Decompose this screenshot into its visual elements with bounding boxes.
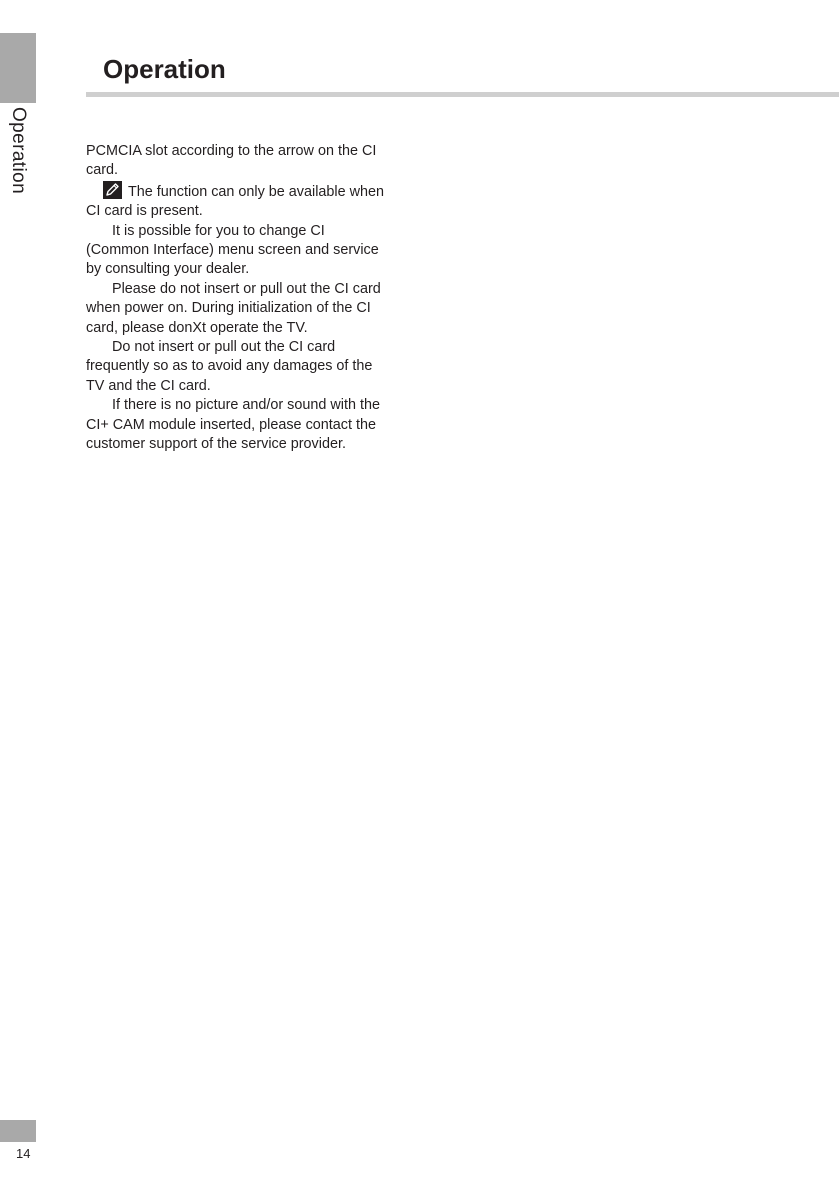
page-number: 14 [16, 1146, 31, 1161]
side-section-label: Operation [8, 107, 29, 195]
text-line: PCMCIA slot according to the arrow on the CI [86, 143, 377, 159]
text-line: card, please donXt operate the TV. [86, 319, 308, 336]
text-line: frequently so as to avoid any damages of the [86, 358, 373, 375]
footer-tab-marker [0, 1120, 36, 1142]
page-title: Operation [103, 54, 226, 84]
text-line: card. [86, 162, 118, 179]
text-line: If there is no picture and/or sound with the [112, 397, 380, 414]
text-line: Do not insert or pull out the CI card [112, 339, 336, 356]
pencil-note-icon [103, 181, 122, 199]
text-line: (Common Interface) menu screen and service [86, 242, 379, 259]
text-line: when power on. During initialization of the CI [86, 300, 371, 317]
text-line: The function can only be available when [128, 183, 385, 200]
text-line: CI+ CAM module inserted, please contact the [86, 416, 376, 433]
side-tab-marker [0, 33, 36, 103]
note-line [86, 181, 431, 202]
body-text [86, 142, 431, 455]
text-line: Please do not insert or pull out the CI card [112, 280, 381, 297]
text-line: customer support of the service provider. [86, 436, 346, 453]
text-line: TV and the CI card. [86, 377, 211, 394]
text-line: CI card is present. [86, 203, 203, 220]
text-line: It is possible for you to change CI [112, 222, 325, 239]
title-divider [86, 92, 839, 97]
text-line: by consulting your dealer. [86, 261, 250, 278]
